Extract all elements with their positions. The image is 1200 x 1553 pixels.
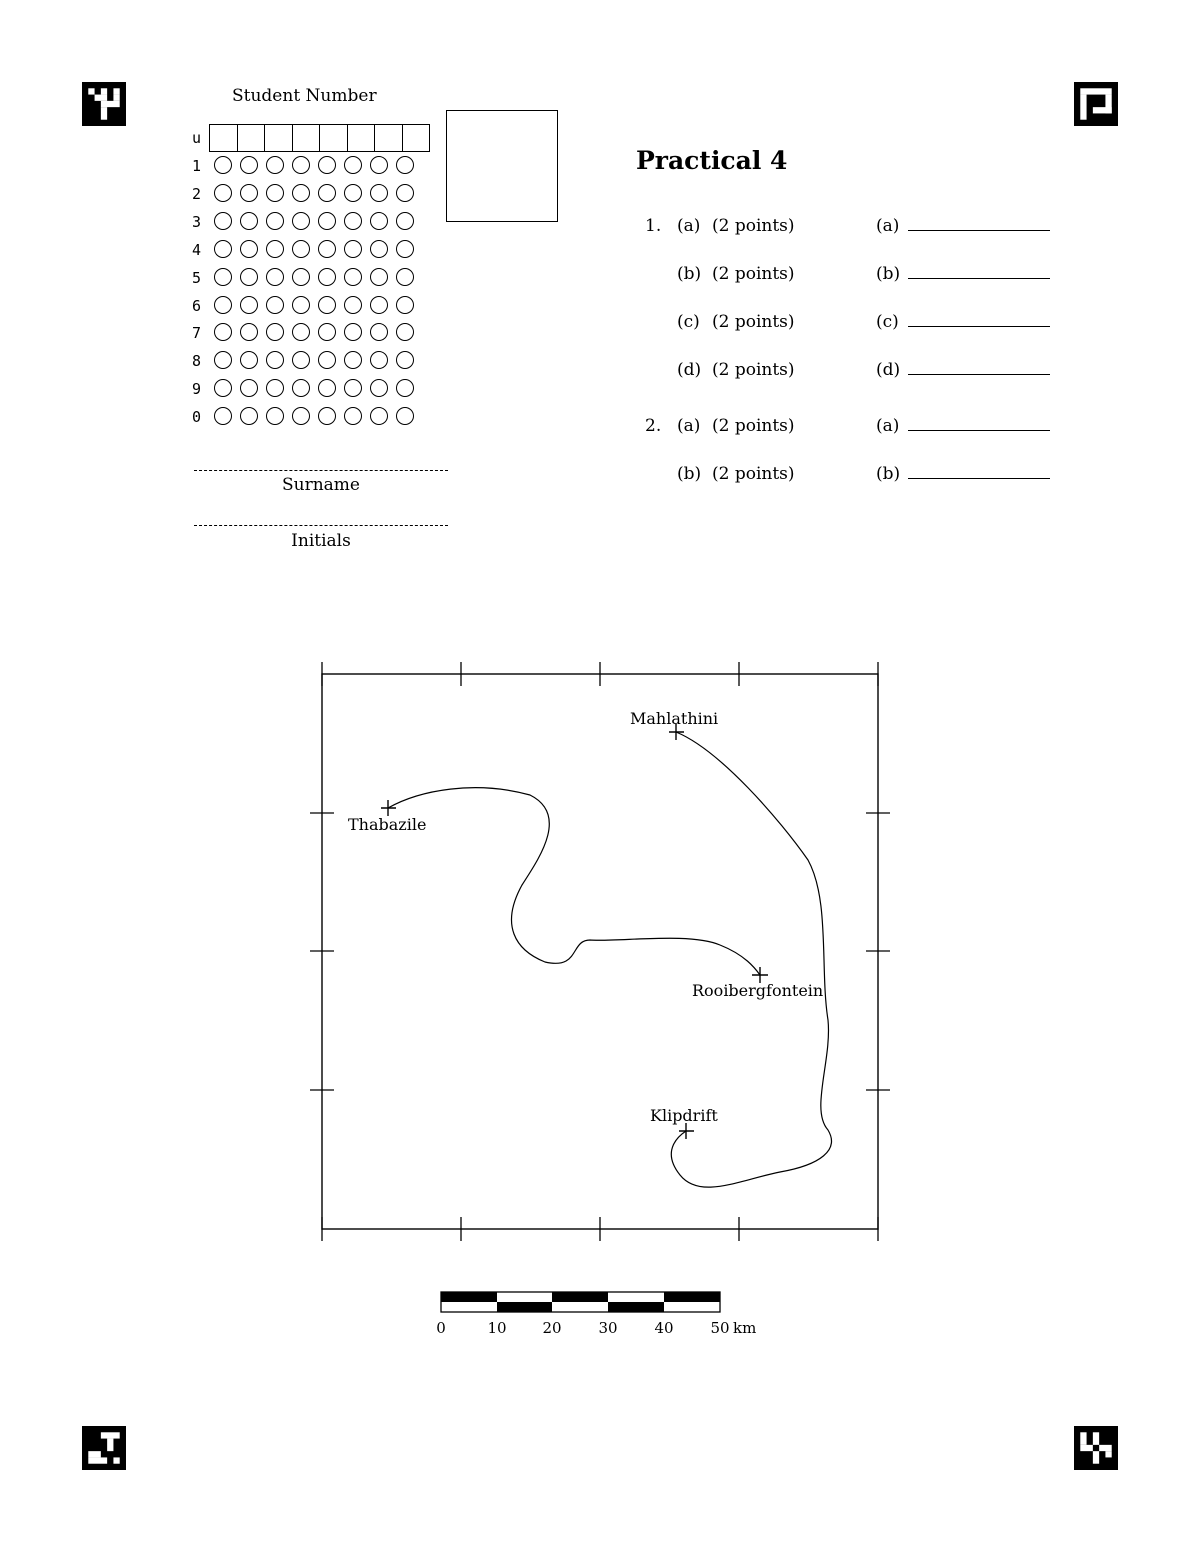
question-points: (2 points)	[712, 464, 795, 484]
digit-row-label: 2	[192, 184, 202, 203]
digit-bubble[interactable]	[318, 351, 336, 369]
digit-bubble[interactable]	[240, 184, 258, 202]
fiducial-marker-top-left	[82, 82, 126, 126]
number-box[interactable]	[375, 125, 403, 151]
question-number: 2.	[645, 416, 662, 436]
digit-bubble[interactable]	[370, 296, 388, 314]
digit-bubble[interactable]	[344, 240, 362, 258]
question-part: (d)	[677, 360, 702, 380]
digit-bubble[interactable]	[318, 323, 336, 341]
digit-bubble[interactable]	[266, 351, 284, 369]
scale-bar	[436, 1292, 756, 1337]
scale-tick-label: 40	[654, 1319, 674, 1337]
digit-bubble[interactable]	[266, 407, 284, 425]
photo-box	[446, 110, 558, 222]
answer-line[interactable]	[908, 374, 1050, 375]
answer-label: (b)	[876, 264, 901, 284]
question-points: (2 points)	[712, 416, 795, 436]
digit-bubble[interactable]	[344, 296, 362, 314]
answer-line[interactable]	[908, 278, 1050, 279]
digit-bubble[interactable]	[370, 212, 388, 230]
answer-label: (a)	[876, 416, 900, 436]
digit-bubble-row	[214, 351, 414, 369]
digit-bubble[interactable]	[396, 156, 414, 174]
digit-bubble[interactable]	[396, 323, 414, 341]
digit-bubble[interactable]	[396, 351, 414, 369]
map-frame	[322, 674, 878, 1229]
digit-bubble[interactable]	[396, 379, 414, 397]
digit-bubble[interactable]	[318, 268, 336, 286]
digit-bubble[interactable]	[266, 379, 284, 397]
digit-bubble[interactable]	[370, 240, 388, 258]
digit-bubble[interactable]	[240, 323, 258, 341]
question-part: (c)	[677, 312, 700, 332]
digit-bubble[interactable]	[370, 156, 388, 174]
digit-bubble[interactable]	[396, 407, 414, 425]
initials-label: Initials	[291, 531, 351, 551]
digit-bubble[interactable]	[370, 379, 388, 397]
digit-bubble[interactable]	[396, 184, 414, 202]
digit-bubble[interactable]	[266, 240, 284, 258]
scale-tick-label: 0	[436, 1319, 446, 1337]
digit-bubble[interactable]	[370, 323, 388, 341]
fiducial-marker-bottom-left	[82, 1426, 126, 1470]
digit-bubble[interactable]	[370, 351, 388, 369]
answer-line[interactable]	[908, 478, 1050, 479]
digit-bubble[interactable]	[396, 240, 414, 258]
digit-bubble-row	[214, 156, 414, 174]
number-box[interactable]	[238, 125, 266, 151]
scale-tick-label: 50	[710, 1319, 730, 1337]
digit-bubble[interactable]	[370, 407, 388, 425]
digit-bubble[interactable]	[240, 379, 258, 397]
number-box[interactable]	[403, 125, 430, 151]
digit-bubble[interactable]	[292, 407, 310, 425]
digit-row-label: 9	[192, 380, 202, 399]
digit-bubble-row	[214, 240, 414, 258]
question-part: (b)	[677, 264, 702, 284]
scale-tick-label: 30	[598, 1319, 618, 1337]
number-box[interactable]	[293, 125, 321, 151]
digit-bubble[interactable]	[266, 323, 284, 341]
digit-row-label: 5	[192, 268, 202, 287]
digit-bubble[interactable]	[240, 156, 258, 174]
place-label-rooibergfontein: Rooibergfontein	[692, 981, 824, 1000]
question-points: (2 points)	[712, 360, 795, 380]
digit-bubble[interactable]	[266, 268, 284, 286]
digit-bubble[interactable]	[344, 351, 362, 369]
digit-bubble[interactable]	[344, 156, 362, 174]
answer-label: (b)	[876, 464, 901, 484]
fiducial-marker-bottom-right	[1074, 1426, 1118, 1470]
scale-tick-label: 20	[542, 1319, 562, 1337]
question-points: (2 points)	[712, 312, 795, 332]
answer-line[interactable]	[908, 326, 1050, 327]
digit-bubble-row	[214, 379, 414, 397]
route-thabazile-rooibergfontein	[388, 788, 760, 975]
digit-bubble[interactable]	[240, 240, 258, 258]
digit-bubble[interactable]	[318, 296, 336, 314]
place-label-thabazile: Thabazile	[348, 815, 427, 834]
digit-bubble-row	[214, 184, 414, 202]
surname-line[interactable]	[194, 470, 448, 471]
digit-bubble[interactable]	[266, 212, 284, 230]
digit-bubble[interactable]	[344, 212, 362, 230]
digit-bubble[interactable]	[292, 296, 310, 314]
digit-bubble-row	[214, 323, 414, 341]
digit-bubble-row	[214, 268, 414, 286]
initials-line[interactable]	[194, 525, 448, 526]
digit-bubble[interactable]	[214, 296, 232, 314]
digit-row-label: 6	[192, 296, 202, 315]
digit-bubble[interactable]	[266, 156, 284, 174]
digit-bubble[interactable]	[396, 268, 414, 286]
digit-bubble[interactable]	[266, 296, 284, 314]
digit-bubble[interactable]	[292, 184, 310, 202]
digit-row-label: 3	[192, 212, 202, 231]
digit-bubble[interactable]	[318, 212, 336, 230]
digit-bubble[interactable]	[344, 379, 362, 397]
digit-bubble[interactable]	[214, 240, 232, 258]
digit-bubble[interactable]	[292, 351, 310, 369]
digit-bubble[interactable]	[214, 351, 232, 369]
student-number-label: Student Number	[232, 86, 377, 106]
digit-bubble[interactable]	[240, 212, 258, 230]
digit-bubble[interactable]	[214, 156, 232, 174]
digit-bubble[interactable]	[214, 212, 232, 230]
digit-bubble[interactable]	[396, 296, 414, 314]
digit-bubble[interactable]	[370, 184, 388, 202]
question-points: (2 points)	[712, 264, 795, 284]
fiducial-marker-top-right	[1074, 82, 1118, 126]
question-part: (a)	[677, 216, 701, 236]
scale-unit-label: km	[733, 1319, 757, 1337]
digit-bubble[interactable]	[292, 212, 310, 230]
digit-bubble[interactable]	[240, 268, 258, 286]
answer-line[interactable]	[908, 230, 1050, 231]
digit-bubble[interactable]	[396, 212, 414, 230]
place-markers	[381, 724, 768, 1139]
question-points: (2 points)	[712, 216, 795, 236]
digit-bubble[interactable]	[240, 296, 258, 314]
klipdrift-marker	[679, 1123, 694, 1139]
digit-bubble[interactable]	[292, 323, 310, 341]
map-frame-ticks	[310, 662, 890, 1241]
digit-bubble[interactable]	[240, 407, 258, 425]
digit-bubble[interactable]	[214, 379, 232, 397]
digit-row-label: 1	[192, 157, 202, 175]
digit-bubble[interactable]	[344, 407, 362, 425]
answer-label: (a)	[876, 216, 900, 236]
map-figure	[300, 650, 900, 1350]
surname-label: Surname	[282, 475, 360, 495]
digit-bubble[interactable]	[214, 407, 232, 425]
digit-bubble-row	[214, 212, 414, 230]
digit-bubble[interactable]	[318, 240, 336, 258]
answer-line[interactable]	[908, 430, 1050, 431]
prefix-row-label: u	[192, 129, 202, 147]
digit-bubble[interactable]	[292, 379, 310, 397]
digit-bubble[interactable]	[240, 351, 258, 369]
place-label-mahlathini: Mahlathini	[630, 709, 719, 728]
digit-row-label: 0	[192, 408, 202, 427]
digit-bubble[interactable]	[292, 268, 310, 286]
digit-bubble[interactable]	[214, 268, 232, 286]
digit-bubble[interactable]	[292, 240, 310, 258]
question-part: (a)	[677, 416, 701, 436]
digit-bubble[interactable]	[318, 156, 336, 174]
digit-bubble[interactable]	[344, 268, 362, 286]
digit-bubble[interactable]	[292, 156, 310, 174]
number-box[interactable]	[210, 125, 238, 151]
question-part: (b)	[677, 464, 702, 484]
page-title: Practical 4	[636, 146, 788, 175]
thabazile-marker	[381, 800, 396, 816]
digit-bubble[interactable]	[214, 184, 232, 202]
place-label-klipdrift: Klipdrift	[650, 1106, 718, 1125]
digit-bubble[interactable]	[214, 323, 232, 341]
digit-row-label: 8	[192, 352, 202, 371]
digit-bubble[interactable]	[344, 323, 362, 341]
answer-label: (c)	[876, 312, 899, 332]
digit-row-label: 4	[192, 240, 202, 259]
digit-bubble[interactable]	[344, 184, 362, 202]
digit-bubble[interactable]	[266, 184, 284, 202]
digit-bubble[interactable]	[370, 268, 388, 286]
digit-bubble[interactable]	[318, 379, 336, 397]
digit-bubble[interactable]	[318, 407, 336, 425]
digit-bubble-row	[214, 296, 414, 314]
digit-bubble[interactable]	[318, 184, 336, 202]
number-box[interactable]	[348, 125, 376, 151]
digit-bubble-row	[214, 407, 414, 425]
number-box[interactable]	[265, 125, 293, 151]
student-number-boxes[interactable]	[209, 124, 430, 152]
number-box[interactable]	[320, 125, 348, 151]
digit-row-label: 7	[192, 324, 202, 343]
scale-tick-label: 10	[487, 1319, 507, 1337]
answer-label: (d)	[876, 360, 901, 380]
question-number: 1.	[645, 216, 662, 236]
